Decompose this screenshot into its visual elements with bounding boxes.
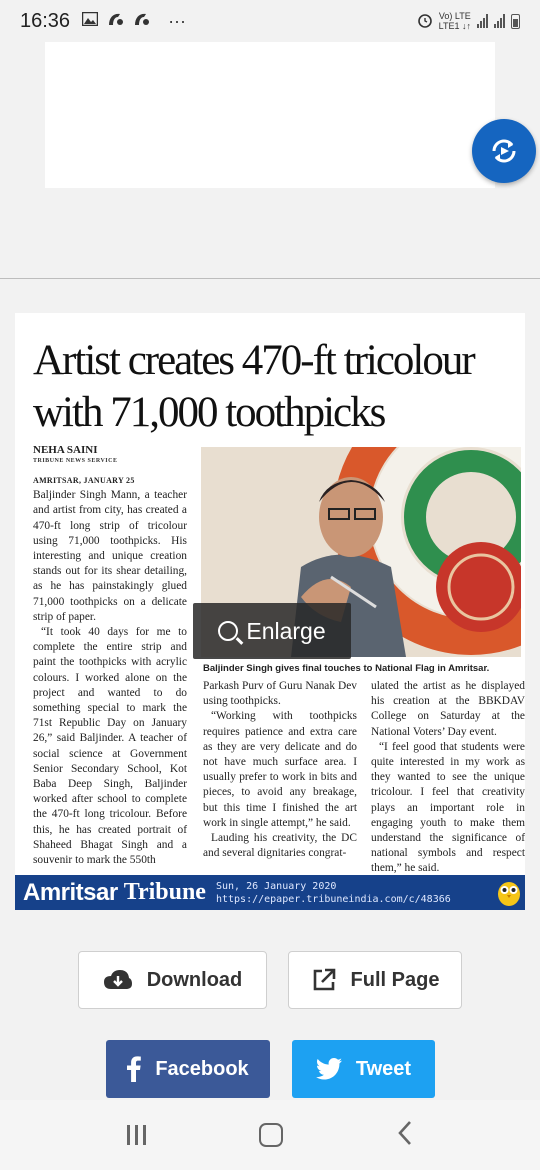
facebook-label: Facebook	[155, 1057, 249, 1080]
facebook-icon	[127, 1056, 141, 1082]
signal-strength-icon-2	[494, 14, 505, 28]
article-column-2: Parkash Purv of Guru Nanak Dev using toothpicks. “Working with toothpicks requires patience and extra care as they are very delicate and do not have much surface area. I usually prefer to work in bits and pieces, to avoid any breakage, but this time I finished the art work in single attempt,” he said. Lauding his creativity, the DC and several dignitaries congrat-	[203, 680, 357, 860]
download-label: Download	[146, 968, 243, 991]
enlarge-label: Enlarge	[246, 617, 326, 644]
epaper-date: Sun, 26 January 2020	[215, 880, 337, 892]
system-navigation-bar	[0, 1100, 540, 1170]
divider	[0, 278, 540, 279]
epaper-info	[216, 880, 451, 906]
article-headline: Artist creates 470-ft tricolour with 71,000 toothpicks	[33, 337, 474, 436]
recent-apps-button[interactable]	[127, 1125, 146, 1145]
full-page-button[interactable]	[288, 951, 462, 1009]
rotate-fab-button[interactable]	[472, 119, 536, 183]
alarm-icon	[417, 12, 433, 31]
status-time: 16:36	[20, 9, 71, 32]
image-notification-icon	[82, 12, 98, 31]
enlarge-button[interactable]	[193, 603, 351, 659]
app-notification-icon	[106, 11, 124, 32]
brand-name-2: Tribune	[123, 879, 206, 905]
cloud-download-icon	[103, 969, 133, 991]
zoom-icon	[218, 621, 238, 641]
external-link-icon	[311, 967, 337, 993]
article-byline: NEHA SAINI	[33, 444, 98, 456]
notification-icons	[82, 11, 186, 32]
article-column-1: AMRITSAR, JANUARY 25 Baljinder Singh Mann, a teacher and artist from city, has created a 470-ft long strip of tricolour using 71,000 toothpicks. His interesting and unique creation stands out for its shear detailing, as he has painstakingly glued 71,000 toothpicks on a delicate strip of paper. “It took 40 days for me to complete the entire strip and paint the toothpicks with acrylic colours. I worked alone on the project and wanted to do something special to mark the 71st Republic Day on January 26,” said Baljinder. A teacher of social science at Government Senior Secondary School, Kot Baba Deep Singh, Baljinder worked after school to complete the 470-ft long tricolour. Before this, he has created portrait of Shaheed Bhagat Singh and a souvenir to mark the 550th	[33, 473, 187, 868]
app-notification-icon-2	[132, 11, 150, 32]
status-bar	[0, 0, 540, 42]
facebook-share-button[interactable]	[106, 1040, 270, 1098]
signal-strength-icon	[477, 14, 488, 28]
battery-icon	[511, 14, 520, 29]
full-page-label: Full Page	[350, 968, 440, 991]
owl-logo-icon	[497, 877, 521, 907]
more-notifications-icon: ···	[168, 10, 187, 31]
article-column-3: ulated the artist as he displayed his creation at the BBKDAV College on Saturday at the National Voters’ Day event. “I feel good that students were quite interested in my work as they wanted to see the unique tricolour. I feel that creativity plays an important role in engaging youth to make them understand the significance of national symbols and respect them,” he said.	[371, 680, 525, 875]
back-button[interactable]	[396, 1120, 414, 1151]
epaper-banner	[15, 875, 525, 910]
network-type: Vo) LTE LTE1 ↓↑	[438, 11, 471, 31]
twitter-bird-icon	[316, 1058, 342, 1080]
home-button[interactable]	[259, 1123, 283, 1147]
download-button[interactable]	[78, 951, 267, 1009]
photo-caption: Baljinder Singh gives final touches to National Flag in Amritsar.	[203, 663, 490, 674]
system-status	[417, 11, 520, 31]
back-chevron-icon	[396, 1120, 414, 1146]
news-service: TRIBUNE NEWS SERVICE	[33, 458, 118, 464]
tweet-button[interactable]	[292, 1040, 435, 1098]
epaper-url: https://epaper.tribuneindia.com/c/48366	[215, 893, 451, 905]
rotate-icon	[486, 133, 522, 169]
tweet-label: Tweet	[355, 1057, 412, 1080]
brand-name: Amritsar	[23, 878, 118, 906]
ad-placeholder	[45, 42, 495, 188]
article-dateline: AMRITSAR, JANUARY 25	[33, 476, 135, 485]
article-clipping[interactable]	[15, 313, 525, 910]
